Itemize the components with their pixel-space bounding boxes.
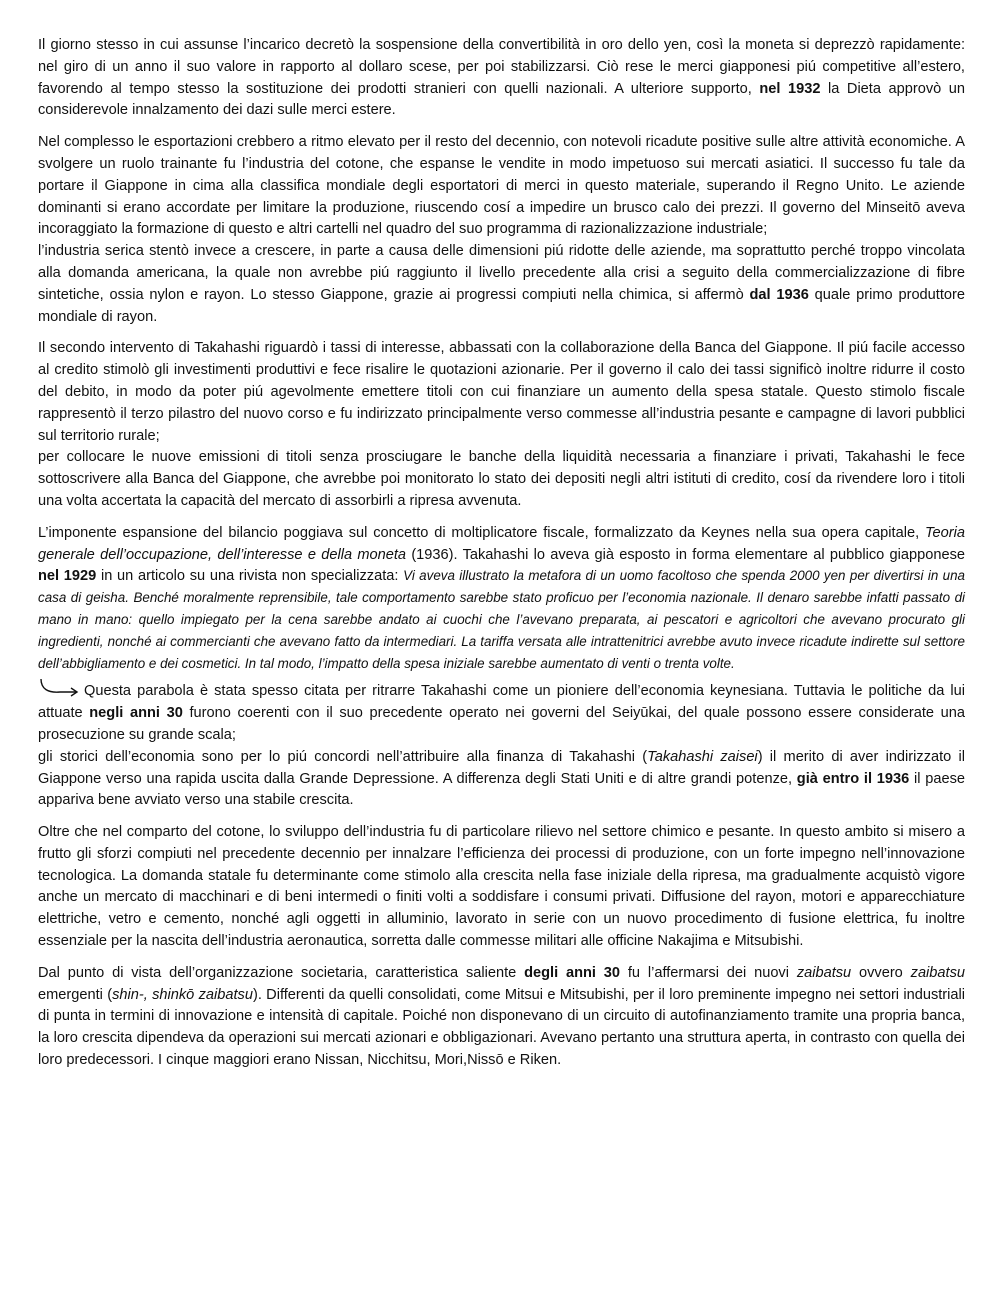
text-run: emergenti ( bbox=[38, 986, 113, 1003]
geisha-quote: Vi aveva illustrato la metafora di un uomo facoltoso che spenda 2000 yen per divertirsi in una casa di geisha. Benché moralmente reprensibile, tale comportamento sarebbe stato proficuo per l’economia nazionale. Il denaro sarebbe infatti passato di mano in mano: quello impiegato per la cena sarebbe andato ai cuochi che l’avevano preparata, ai pescatori e agricoltori che avevano procurato gli ingredienti, nonché ai commercianti che avevano fatto da intermediari. La tariffa versata alle intrattenitrici avrebbe avuto invece ricadute indirette sul settore dell’abbigliamento e dei cosmetici. In tal modo, l’impatto della spesa iniziale sarebbe aumentato di venti o trenta volte. bbox=[38, 568, 965, 671]
term-italic: Takahashi zaisei bbox=[647, 748, 758, 765]
text-run: fu l’affermarsi dei nuovi bbox=[620, 964, 797, 981]
term-italic: zaibatsu bbox=[910, 964, 965, 981]
term-italic: shin-, shinkō zaibatsu bbox=[112, 986, 253, 1003]
curved-arrow-icon bbox=[38, 677, 82, 699]
paragraph-exports bbox=[38, 132, 965, 328]
date-highlight: già entro il 1936 bbox=[796, 770, 910, 787]
date-highlight: nel 1929 bbox=[38, 568, 97, 585]
text-block-cotton: Nel complesso le esportazioni crebbero a ritmo elevato per il resto del decennio, con notevoli ricadute positive sulle altre attività economiche. A svolgere un ruolo trainante fu l’industria del cotone, che espanse le vendite in modo impetuoso sui mercati asiatici. Il successo fu tale da portare il Giappone in cima alla classifica mondiale degli esportatori di merci in questo materiale, superando il Regno Unito. Le aziende dominanti si erano accordate per limitare la produzione, riuscendo cosí a impedire un brusco calo dei prezzi. Il governo del Minseitō aveva incoraggiato la formazione di questo e altri cartelli nel quadro del suo programma di razionalizzazione industriale; bbox=[38, 134, 965, 238]
text-run: Il giorno stesso in cui assunse l’incarico decretò la sospensione della convertibilità in oro dello yen, così la moneta si deprezzò rapidamente: nel giro di un anno il suo valore in rapporto al dollaro scese, per poi stabilizzarsi. Ciò rese le merci giapponesi piú competitive all’estero, favorendo al tempo stesso la sostituzione dei prodotti stranieri con quelli nazionali. A ulteriore supporto, bbox=[38, 37, 965, 97]
paragraph-interest-rates bbox=[38, 338, 965, 512]
text-block-bonds: per collocare le nuove emissioni di titoli senza prosciugare le banche della liquidità necessaria a finanziare i privati, Takahashi le fece sottoscrivere alla Banca del Giappone, che avrebbe poi monitorato lo stato dei depositi negli altri istituti di credito, cosí da rivendere loro i titoli una volta accertata la capacità del mercato di assorbirli a ripresa avvenuta. bbox=[38, 449, 965, 509]
text-run: il paese appariva bene avviato verso una stabile crescita. bbox=[38, 770, 966, 809]
text-run: Dal punto di vista dell’organizzazione societaria, caratteristica saliente bbox=[38, 964, 525, 981]
text-run: L’imponente espansione del bilancio poggiava sul concetto di moltiplicatore fiscale, formalizzato da Keynes nella sua opera capitale, bbox=[38, 524, 925, 541]
paragraph-heavy-industry: Oltre che nel comparto del cotone, lo sviluppo dell’industria fu di particolare rilievo nel settore chimico e pesante. In questo ambito si misero a frutto gli sforzi compiuti nel precedente decennio per innalzare l’efficienza dei processi di produzione, con un forte impegno nell’innovazione tecnologica. La domanda statale fu determinante come stimolo alla crescita nella fase iniziale della ripresa, ma gradualmente acquistò vigore anche un mercato di macchinari e di beni intermedi o finiti volti a soddisfare i consumi privati. Diffusione del rayon, motori e apparecchiature elettriche, vetro e cemento, nonché agli oggetti in alluminio, lavorato in serie con un nuovo procedimento di fusione elettrica, fu inoltre essenziale per la nascita dell’industria aeronautica, sorretta dalle commesse militari alle officine Nakajima e Mitsubishi. bbox=[38, 824, 965, 950]
text-block-silk bbox=[38, 241, 965, 328]
paragraph-zaibatsu bbox=[38, 963, 965, 1072]
text-run: (1936). Takahashi lo aveva già esposto in forma elementare al pubblico giapponese bbox=[406, 546, 965, 563]
paragraph-convertibility bbox=[38, 35, 965, 122]
date-highlight: negli anni 30 bbox=[89, 705, 183, 722]
text-block-rates: Il secondo intervento di Takahashi riguardò i tassi di interesse, abbassati con la collaborazione della Banca del Giappone. Il piú facile accesso al credito stimolò gli investimenti produttivi e fece risalire le quotazioni azionarie. Per il governo il calo dei tassi significò inoltre ridurre il costo del debito, in modo da poter piú agevolmente emettere titoli con cui finanziare un aumento della spesa statale. Questo stimolo fiscale rappresentò il terzo pilastro del nuovo corso e fu indirizzato principalmente verso commesse all’industria pesante e campagne di lavori pubblici sul territorio rurale; bbox=[38, 340, 965, 444]
text-run: ). Differenti da quelli consolidati, come Mitsui e Mitsubishi, per il loro preminente impegno nei settori industriali di punta in termini di innovazione e intensità di capitale. Poiché non disponevano di un circuito di autofinanziamento tramite una propria banca, la loro crescita dipendeva da operazioni sui mercati azionari e obbligazionari. Avevano pertanto una struttura aperta, in contrasto con quella dei loro predecessori. I cinque maggiori erano Nissan, Nicchitsu, Mori,Nissō e Riken. bbox=[38, 986, 966, 1069]
date-highlight: degli anni 30 bbox=[524, 964, 621, 981]
text-run: Questa parabola è stata spesso citata per ritrarre Takahashi come un pioniere dell’economia keynesiana. Tuttavia le politiche da lui attuate bbox=[38, 683, 965, 722]
text-run: ovvero bbox=[851, 964, 911, 981]
text-run: ) il merito di aver indirizzato il Giappone verso una rapida uscita dalla Grande Depressione. A differenza degli Stati Uniti e di altre grandi potenze, bbox=[38, 748, 966, 787]
book-title: Teoria generale dell’occupazione, dell’interesse e della moneta bbox=[38, 524, 965, 563]
document-page bbox=[38, 35, 965, 1082]
date-highlight: dal 1936 bbox=[749, 286, 809, 303]
text-run: quale primo produttore mondiale di rayon. bbox=[38, 286, 965, 325]
date-highlight: nel 1932 bbox=[759, 80, 821, 97]
text-run: la Dieta approvò un considerevole innalzamento dei dazi sulle merci estere. bbox=[38, 80, 965, 119]
text-run: in un articolo su una rivista non specializzata: bbox=[96, 568, 404, 585]
text-run: l’industria serica stentò invece a crescere, in parte a causa delle dimensioni piú ridotte delle aziende, ma soprattutto perché troppo vincolata alla domanda americana, la quale non avrebbe piú raggiunto il livello precedente alla crisi a seguito della commercializzazione di fibre sintetiche, ossia nylon e rayon. Lo stesso Giappone, grazie ai progressi compiuti nella chimica, si affermò bbox=[38, 243, 965, 303]
text-block-historians bbox=[38, 747, 965, 812]
paragraph-keynesian bbox=[38, 681, 965, 812]
term-italic: zaibatsu bbox=[796, 964, 852, 981]
paragraph-multiplier bbox=[38, 523, 965, 676]
text-block-parable bbox=[38, 681, 965, 746]
text-run: gli storici dell’economia sono per lo piú concordi nell’attribuire alla finanza di Takahashi ( bbox=[38, 748, 648, 765]
text-run: furono coerenti con il suo precedente operato nei governi del Seiyūkai, del quale possono essere considerate una prosecuzione su grande scala; bbox=[38, 705, 965, 743]
